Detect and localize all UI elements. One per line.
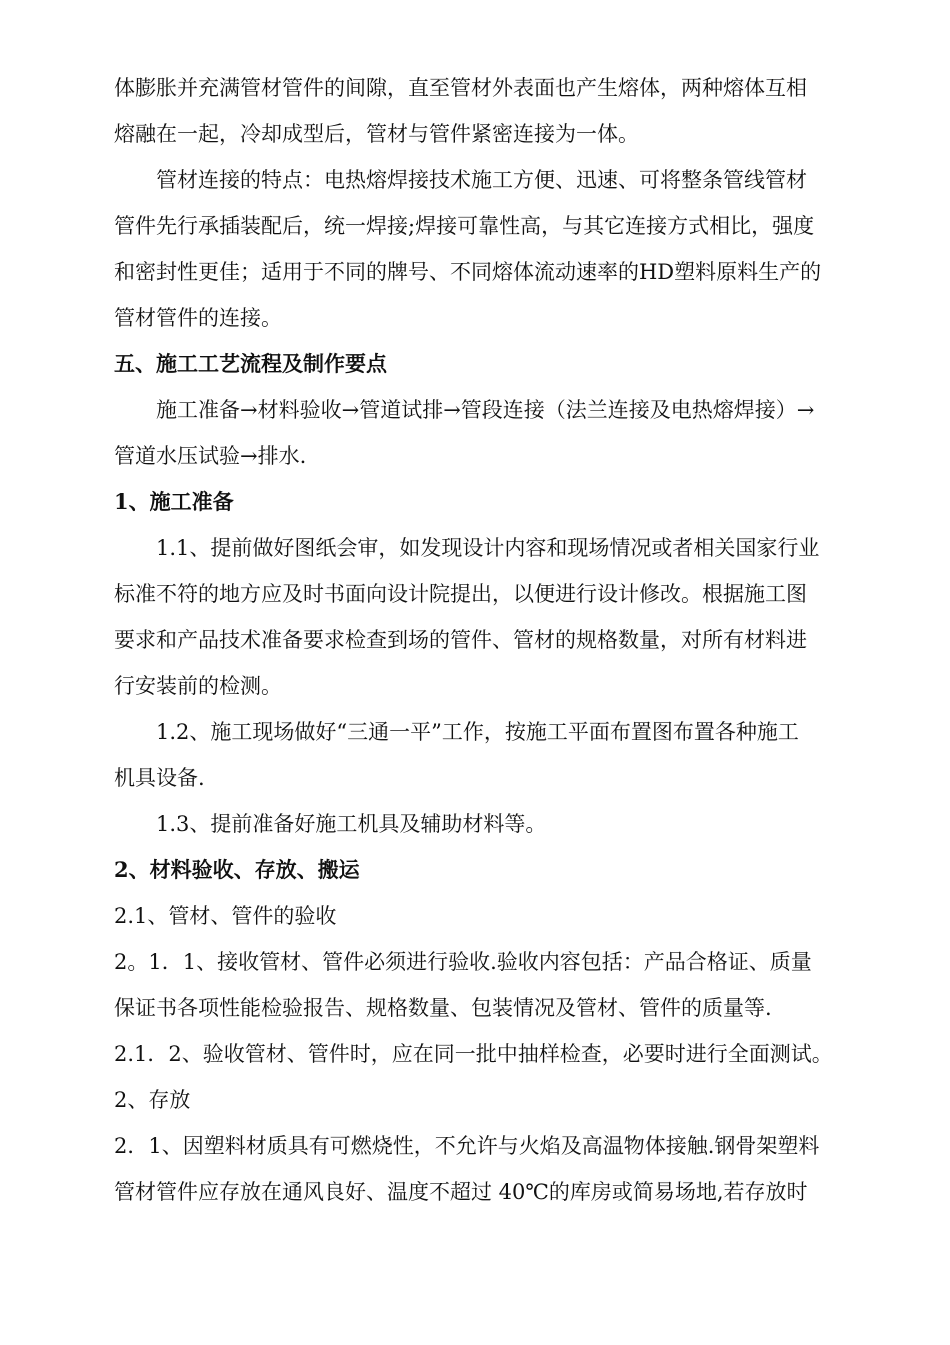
text-line: 1.1、提前做好图纸会审，如发现设计内容和现场情况或者相关国家行业 — [156, 536, 820, 560]
text-line: 要求和产品技术准备要求检查到场的管件、管材的规格数量，对所有材料进 — [114, 628, 807, 652]
text-line: 熔融在一起，冷却成型后，管材与管件紧密连接为一体。 — [114, 122, 639, 146]
text-line: 和密封性更佳；适用于不同的牌号、不同熔体流动速率的HD塑料原料生产的 — [114, 260, 822, 284]
text-line: 2.1．2、验收管材、管件时，应在同一批中抽样检查，必要时进行全面测试。 — [114, 1042, 833, 1066]
text-line: 标准不符的地方应及时书面向设计院提出，以便进行设计修改。根据施工图 — [114, 582, 807, 606]
text-line: 行安装前的检测。 — [114, 674, 282, 698]
text-line: 体膨胀并充满管材管件的间隙，直至管材外表面也产生熔体，两种熔体互相 — [114, 76, 807, 100]
text-line: 管道水压试验→排水. — [114, 444, 307, 468]
text-line: 管材管件应存放在通风良好、温度不超过 40℃的库房或简易场地,若存放时 — [114, 1180, 808, 1204]
text-line: 管件先行承插装配后，统一焊接;焊接可靠性高，与其它连接方式相比，强度 — [114, 214, 815, 238]
text-line: 管材管件的连接。 — [114, 306, 282, 330]
section-heading: 2、材料验收、存放、搬运 — [114, 857, 360, 882]
text-line: 1.2、施工现场做好“三通一平”工作，按施工平面布置图布置各种施工 — [156, 720, 799, 744]
subsection-line: 2.1、管材、管件的验收 — [114, 904, 337, 928]
text-line: 1.3、提前准备好施工机具及辅助材料等。 — [156, 812, 547, 836]
text-line: 管材连接的特点：电热熔焊接技术施工方便、迅速、可将整条管线管材 — [156, 168, 807, 192]
text-line: 保证书各项性能检验报告、规格数量、包装情况及管材、管件的质量等. — [114, 996, 772, 1020]
section-heading: 五、施工工艺流程及制作要点 — [114, 351, 387, 376]
subsection-line: 2、存放 — [114, 1088, 191, 1112]
text-line: 施工准备→材料验收→管道试排→管段连接（法兰连接及电热熔焊接）→ — [156, 398, 815, 422]
text-line: 2．1、因塑料材质具有可燃烧性，不允许与火焰及高温物体接触.钢骨架塑料 — [114, 1134, 820, 1158]
text-line: 2。1．1、接收管材、管件必须进行验收.验收内容包括：产品合格证、质量 — [114, 950, 812, 974]
text-line: 机具设备. — [114, 766, 205, 790]
section-heading: 1、施工准备 — [114, 489, 234, 514]
